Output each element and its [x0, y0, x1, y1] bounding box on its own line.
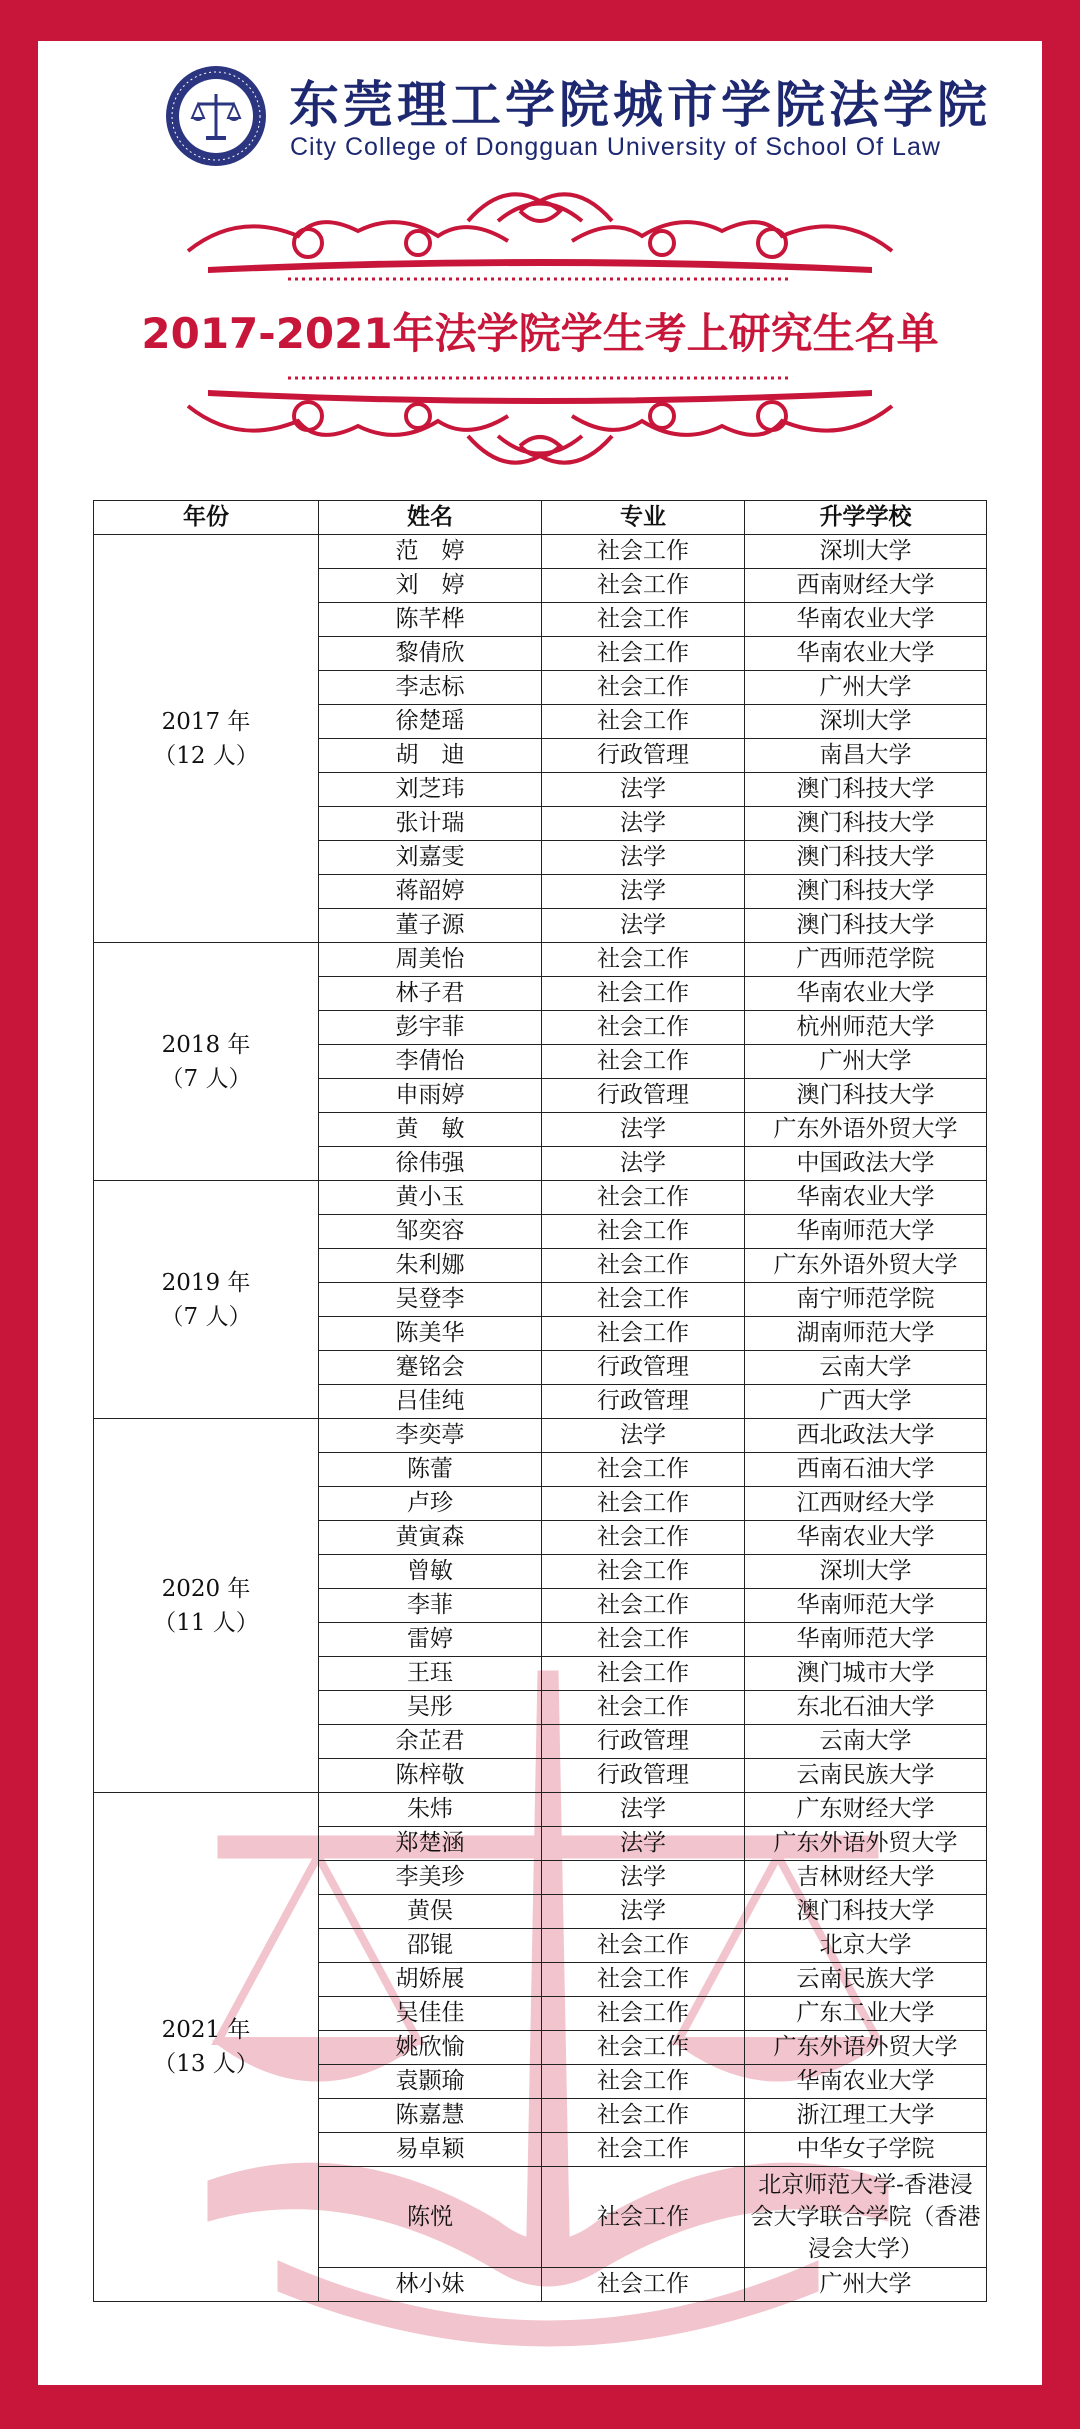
- school-cell: 杭州师范大学: [745, 1011, 987, 1045]
- year-group-cell: [94, 1181, 319, 1419]
- student-name-cell: 彭宇菲: [319, 1011, 542, 1045]
- major-cell: 法学: [542, 1419, 745, 1453]
- student-name-cell: 李倩怡: [319, 1045, 542, 1079]
- student-name-cell: 李奕葶: [319, 1419, 542, 1453]
- year-label: 2018 年: [161, 1031, 251, 1058]
- major-cell: 社会工作: [542, 1657, 745, 1691]
- major-cell: 社会工作: [542, 603, 745, 637]
- student-name-cell: 吴佳佳: [319, 1997, 542, 2031]
- school-cell: 华南师范大学: [745, 1589, 987, 1623]
- major-cell: 法学: [542, 875, 745, 909]
- major-cell: 社会工作: [542, 1929, 745, 1963]
- student-name-cell: 卢珍: [319, 1487, 542, 1521]
- poster-sheet: [38, 41, 1042, 2385]
- student-name-cell: 王珏: [319, 1657, 542, 1691]
- year-count-label: （11 人）: [153, 1609, 259, 1636]
- major-cell: 社会工作: [542, 1249, 745, 1283]
- major-cell: 行政管理: [542, 1351, 745, 1385]
- student-name-cell: 林子君: [319, 977, 542, 1011]
- student-name-cell: 陈蕾: [319, 1453, 542, 1487]
- student-name-cell: 李美珍: [319, 1861, 542, 1895]
- major-cell: 行政管理: [542, 1385, 745, 1419]
- page-title: 2017-2021年法学院学生考上研究生名单: [141, 309, 939, 358]
- major-cell: 法学: [542, 841, 745, 875]
- school-cell: 华南农业大学: [745, 977, 987, 1011]
- student-name-cell: 陈悦: [319, 2167, 542, 2268]
- student-name-cell: 姚欣愉: [319, 2031, 542, 2065]
- major-cell: 社会工作: [542, 1011, 745, 1045]
- school-cell: 西南石油大学: [745, 1453, 987, 1487]
- major-cell: 社会工作: [542, 1487, 745, 1521]
- student-name-cell: 黎倩欣: [319, 637, 542, 671]
- student-name-cell: 黄俣: [319, 1895, 542, 1929]
- year-count-label: （12 人）: [153, 742, 259, 769]
- school-cell: 华南农业大学: [745, 637, 987, 671]
- major-cell: 社会工作: [542, 1215, 745, 1249]
- major-cell: 社会工作: [542, 1283, 745, 1317]
- header-name: 姓名: [319, 501, 542, 535]
- school-cell: 澳门科技大学: [745, 841, 987, 875]
- year-label: 2019 年: [161, 1269, 251, 1296]
- school-cell: 华南农业大学: [745, 603, 987, 637]
- major-cell: 社会工作: [542, 2167, 745, 2268]
- student-name-cell: 徐楚瑶: [319, 705, 542, 739]
- major-cell: 社会工作: [542, 1045, 745, 1079]
- major-cell: 社会工作: [542, 2099, 745, 2133]
- table-row: [94, 943, 987, 977]
- table-row: [94, 1181, 987, 1215]
- header-major: 专业: [542, 501, 745, 535]
- school-name-english: City College of Dongguan University of School Of Law: [290, 133, 941, 161]
- major-cell: 行政管理: [542, 1725, 745, 1759]
- major-cell: 社会工作: [542, 1181, 745, 1215]
- student-name-cell: 范 婷: [319, 535, 542, 569]
- school-cell: 广州大学: [745, 1045, 987, 1079]
- student-name-cell: 陈美华: [319, 1317, 542, 1351]
- student-name-cell: 邵锟: [319, 1929, 542, 1963]
- major-cell: 社会工作: [542, 1521, 745, 1555]
- header-school: 升学学校: [745, 501, 987, 535]
- major-cell: 行政管理: [542, 739, 745, 773]
- student-name-cell: 申雨婷: [319, 1079, 542, 1113]
- school-cell: 广西大学: [745, 1385, 987, 1419]
- major-cell: 社会工作: [542, 535, 745, 569]
- major-cell: 社会工作: [542, 1317, 745, 1351]
- student-name-cell: 吕佳纯: [319, 1385, 542, 1419]
- major-cell: 社会工作: [542, 1997, 745, 2031]
- student-name-cell: 郑楚涵: [319, 1827, 542, 1861]
- school-cell: 华南师范大学: [745, 1215, 987, 1249]
- major-cell: 法学: [542, 909, 745, 943]
- student-name-cell: 蒋韶婷: [319, 875, 542, 909]
- major-cell: 法学: [542, 807, 745, 841]
- student-name-cell: 董子源: [319, 909, 542, 943]
- student-name-cell: 朱炜: [319, 1793, 542, 1827]
- school-cell: 云南大学: [745, 1725, 987, 1759]
- major-cell: 法学: [542, 1861, 745, 1895]
- student-name-cell: 吴登李: [319, 1283, 542, 1317]
- school-cell: 云南民族大学: [745, 1759, 987, 1793]
- year-label: 2017 年: [161, 708, 251, 735]
- major-cell: 社会工作: [542, 2268, 745, 2302]
- year-group-cell: [94, 535, 319, 943]
- student-name-cell: 袁颢瑜: [319, 2065, 542, 2099]
- school-cell: 深圳大学: [745, 705, 987, 739]
- table-row: [94, 535, 987, 569]
- student-name-cell: 徐伟强: [319, 1147, 542, 1181]
- student-name-cell: 朱利娜: [319, 1249, 542, 1283]
- year-count-label: （13 人）: [153, 2051, 259, 2077]
- major-cell: 行政管理: [542, 1079, 745, 1113]
- school-cell: 澳门科技大学: [745, 875, 987, 909]
- year-count-label: （7 人）: [160, 1303, 252, 1330]
- school-cell: 华南农业大学: [745, 1181, 987, 1215]
- major-cell: 社会工作: [542, 1453, 745, 1487]
- school-cell: 南昌大学: [745, 739, 987, 773]
- major-cell: 社会工作: [542, 977, 745, 1011]
- major-cell: 法学: [542, 1147, 745, 1181]
- school-cell: 澳门科技大学: [745, 909, 987, 943]
- student-name-cell: 吴彤: [319, 1691, 542, 1725]
- student-name-cell: 陈芊桦: [319, 603, 542, 637]
- table-body: [94, 535, 987, 2302]
- school-name-chinese: 东莞理工学院城市学院法学院: [289, 76, 991, 134]
- school-cell: 西北政法大学: [745, 1419, 987, 1453]
- top-cloud-ornament: [168, 181, 912, 281]
- major-cell: 社会工作: [542, 1963, 745, 1997]
- major-cell: 社会工作: [542, 671, 745, 705]
- student-name-cell: 胡娇展: [319, 1963, 542, 1997]
- student-name-cell: 黄小玉: [319, 1181, 542, 1215]
- major-cell: 社会工作: [542, 569, 745, 603]
- school-cell: 澳门科技大学: [745, 807, 987, 841]
- student-name-cell: 雷婷: [319, 1623, 542, 1657]
- graduate-admission-table: [93, 500, 987, 2302]
- student-name-cell: 黄 敏: [319, 1113, 542, 1147]
- school-cell: 南宁师范学院: [745, 1283, 987, 1317]
- major-cell: 法学: [542, 1895, 745, 1929]
- year-group-cell: [94, 1419, 319, 1793]
- school-cell: 北京大学: [745, 1929, 987, 1963]
- year-group-cell: [94, 943, 319, 1181]
- student-name-cell: 张计瑞: [319, 807, 542, 841]
- year-count-label: （7 人）: [160, 1065, 252, 1092]
- student-name-cell: 刘 婷: [319, 569, 542, 603]
- major-cell: 行政管理: [542, 1759, 745, 1793]
- major-cell: 法学: [542, 1113, 745, 1147]
- school-cell: 中国政法大学: [745, 1147, 987, 1181]
- school-cell: 东北石油大学: [745, 1691, 987, 1725]
- major-cell: 法学: [542, 773, 745, 807]
- major-cell: 社会工作: [542, 1589, 745, 1623]
- major-cell: 法学: [542, 1827, 745, 1861]
- year-label: 2021 年: [161, 2017, 251, 2043]
- school-cell: 广东工业大学: [745, 1997, 987, 2031]
- student-name-cell: 胡 迪: [319, 739, 542, 773]
- school-cell: 深圳大学: [745, 1555, 987, 1589]
- school-cell: 深圳大学: [745, 535, 987, 569]
- student-name-cell: 陈梓敬: [319, 1759, 542, 1793]
- table-row: [94, 1419, 987, 1453]
- student-name-cell: 李菲: [319, 1589, 542, 1623]
- school-cell: 澳门科技大学: [745, 1895, 987, 1929]
- school-cell: 广东财经大学: [745, 1793, 987, 1827]
- student-name-cell: 黄寅森: [319, 1521, 542, 1555]
- major-cell: 社会工作: [542, 943, 745, 977]
- school-cell: 广东外语外贸大学: [745, 2031, 987, 2065]
- student-name-cell: 周美怡: [319, 943, 542, 977]
- student-name-cell: 李志标: [319, 671, 542, 705]
- student-name-cell: 林小妹: [319, 2268, 542, 2302]
- major-cell: 社会工作: [542, 1691, 745, 1725]
- header-year: 年份: [94, 501, 319, 535]
- table-header-row: [94, 501, 987, 535]
- year-group-cell: [94, 1793, 319, 2302]
- table-row: [94, 1793, 987, 1827]
- school-cell: 湖南师范大学: [745, 1317, 987, 1351]
- school-cell: 广州大学: [745, 671, 987, 705]
- school-cell: 广东外语外贸大学: [745, 1827, 987, 1861]
- school-cell: 江西财经大学: [745, 1487, 987, 1521]
- student-name-cell: 曾敏: [319, 1555, 542, 1589]
- school-cell: 华南农业大学: [745, 1521, 987, 1555]
- school-cell: 广东外语外贸大学: [745, 1249, 987, 1283]
- major-cell: 法学: [542, 1793, 745, 1827]
- major-cell: 社会工作: [542, 2133, 745, 2167]
- school-cell: 广东外语外贸大学: [745, 1113, 987, 1147]
- school-cell: 华南师范大学: [745, 1623, 987, 1657]
- major-cell: 社会工作: [542, 637, 745, 671]
- major-cell: 社会工作: [542, 1623, 745, 1657]
- school-cell: 广西师范学院: [745, 943, 987, 977]
- bottom-cloud-ornament: [168, 376, 912, 476]
- school-cell: 澳门科技大学: [745, 1079, 987, 1113]
- student-name-cell: 刘嘉雯: [319, 841, 542, 875]
- student-name-cell: 余芷君: [319, 1725, 542, 1759]
- student-name-cell: 蹇铭会: [319, 1351, 542, 1385]
- major-cell: 社会工作: [542, 705, 745, 739]
- school-emblem-logo: [166, 66, 266, 166]
- student-name-cell: 刘芝玮: [319, 773, 542, 807]
- school-cell: 云南民族大学: [745, 1963, 987, 1997]
- school-cell: 西南财经大学: [745, 569, 987, 603]
- major-cell: 社会工作: [542, 2031, 745, 2065]
- school-cell: 北京师范大学-香港浸会大学联合学院（香港浸会大学）: [745, 2167, 987, 2268]
- student-name-cell: 易卓颖: [319, 2133, 542, 2167]
- school-cell: 云南大学: [745, 1351, 987, 1385]
- year-label: 2020 年: [161, 1575, 251, 1602]
- school-cell: 华南农业大学: [745, 2065, 987, 2099]
- major-cell: 社会工作: [542, 2065, 745, 2099]
- school-cell: 浙江理工大学: [745, 2099, 987, 2133]
- school-cell: 吉林财经大学: [745, 1861, 987, 1895]
- school-cell: 澳门科技大学: [745, 773, 987, 807]
- major-cell: 社会工作: [542, 1555, 745, 1589]
- student-name-cell: 邹奕容: [319, 1215, 542, 1249]
- student-name-cell: 陈嘉慧: [319, 2099, 542, 2133]
- school-cell: 澳门城市大学: [745, 1657, 987, 1691]
- school-cell: 广州大学: [745, 2268, 987, 2302]
- school-cell: 中华女子学院: [745, 2133, 987, 2167]
